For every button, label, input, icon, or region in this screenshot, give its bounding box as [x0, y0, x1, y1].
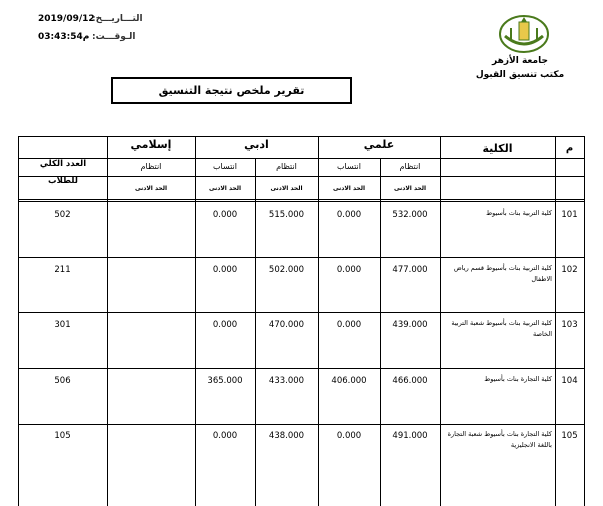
- cell-lit-reg: 502.000: [268, 265, 305, 275]
- cell-num: 101: [561, 210, 578, 220]
- cell-college: كلية التربية بنات بأسيوط قسم رياض الاطفال: [453, 264, 552, 283]
- lit-reg-min-label: الحد الادنى: [270, 185, 303, 192]
- cell-lit-aff: 0.000: [212, 320, 238, 330]
- cell-total: 301: [54, 320, 71, 330]
- cell-lit-reg: 515.000: [268, 210, 305, 220]
- lit-aff-min-label: الحد الادنى: [208, 185, 242, 192]
- time-label: الـوقـــت:: [92, 32, 136, 42]
- university-name: جامعة الأزهر: [492, 56, 548, 66]
- cell-num: 103: [561, 320, 578, 330]
- cell-lit-aff: 365.000: [207, 376, 243, 386]
- cell-sci-reg: 491.000: [392, 431, 428, 441]
- col-literary-header: ادبي: [244, 138, 269, 151]
- date-label: التـــاريـــخ:: [92, 14, 143, 24]
- cell-college: كلية التربية بنات بأسيوط: [486, 209, 552, 217]
- cell-total: 506: [54, 376, 71, 386]
- cell-sci-aff: 406.000: [331, 376, 367, 386]
- cell-lit-aff: 0.000: [212, 431, 238, 441]
- cell-college: كلية التجارة بنات بأسيوط شعبة التجارة باللغة الانجليزية: [447, 430, 552, 449]
- time-value: 03:43:54م: [38, 32, 90, 42]
- cell-sci-aff: 0.000: [336, 320, 362, 330]
- col-num-header: م: [565, 143, 574, 154]
- cell-sci-reg: 477.000: [392, 265, 428, 275]
- cell-lit-reg: 438.000: [268, 431, 305, 441]
- cell-num: 102: [561, 265, 578, 275]
- lit-affiliation-header: انتساب: [213, 162, 237, 171]
- isl-regular-header: انتظام: [140, 162, 162, 171]
- cell-sci-aff: 0.000: [336, 265, 362, 275]
- date-value: 2019/09/12: [38, 14, 95, 24]
- cell-num: 104: [561, 376, 578, 386]
- cell-total: 502: [54, 210, 71, 220]
- sci-aff-min-label: الحد الادنى: [332, 185, 366, 192]
- cell-num: 105: [561, 431, 578, 441]
- cell-lit-aff: 0.000: [212, 265, 238, 275]
- cell-lit-reg: 470.000: [268, 320, 305, 330]
- cell-sci-reg: 532.000: [392, 210, 428, 220]
- cell-total: 105: [54, 431, 71, 441]
- cell-college: كلية التجارة بنات بأسيوط: [484, 375, 552, 383]
- isl-reg-min-label: الحد الادنى: [134, 185, 168, 192]
- col-total-header: العدد الكلي للطلاب: [39, 159, 87, 186]
- report-title: تقرير ملخص نتيجة التنسيق: [111, 77, 352, 104]
- office-name: مكتب تنسيق القبول: [475, 70, 565, 80]
- sci-reg-min-label: الحد الادنى: [393, 185, 427, 192]
- cell-sci-reg: 439.000: [392, 320, 428, 330]
- cell-total: 211: [54, 265, 71, 275]
- cell-sci-reg: 466.000: [392, 376, 428, 386]
- sci-regular-header: انتظام: [399, 162, 421, 171]
- cell-lit-reg: 433.000: [268, 376, 305, 386]
- lit-regular-header: انتظام: [276, 162, 297, 171]
- col-college-header: الكلية: [482, 142, 513, 155]
- cell-sci-aff: 0.000: [336, 210, 362, 220]
- col-islamic-header: إسلامي: [130, 138, 172, 151]
- cell-college: كلية التربية بنات بأسيوط شعبة التربية الخاصة: [451, 319, 552, 338]
- cell-sci-aff: 0.000: [336, 431, 362, 441]
- cell-lit-aff: 0.000: [212, 210, 238, 220]
- sci-affiliation-header: انتساب: [337, 162, 361, 171]
- col-science-header: علمي: [363, 138, 395, 151]
- azhar-logo-icon: [497, 14, 551, 54]
